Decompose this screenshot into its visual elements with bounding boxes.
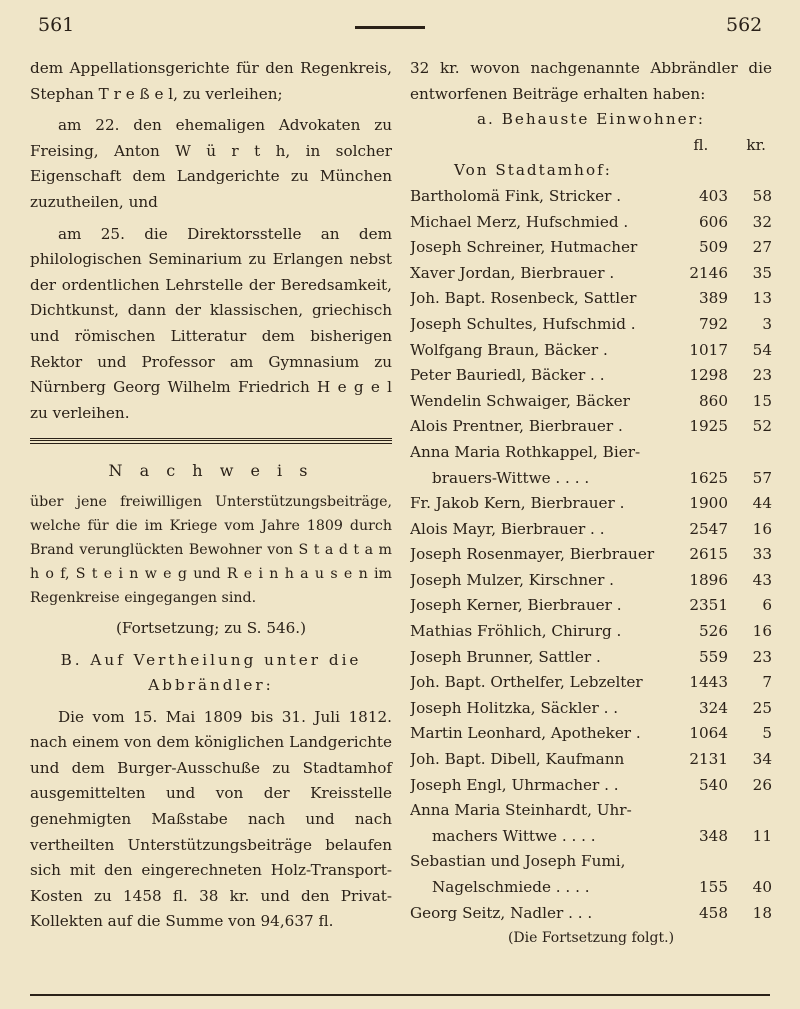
list-item [410, 849, 772, 875]
entry-florin: 559 [699, 647, 728, 666]
entry-florin: 509 [699, 238, 728, 257]
entry-name: Anna Maria Steinhardt, Uhr- [410, 801, 632, 820]
entry-kreuzer: 27 [752, 238, 772, 257]
entry-florin: 155 [699, 878, 728, 896]
section-b-heading: B. Auf Vertheilung unter die Abbrändler: [60, 650, 362, 695]
list-item [410, 875, 772, 901]
entry-name: Wendelin Schwaiger, Bäcker [410, 391, 630, 410]
page-number-right: 562 [726, 14, 763, 36]
list-item [410, 593, 772, 619]
entry-kreuzer: 16 [752, 519, 772, 538]
list-item [410, 363, 772, 389]
entry-name: Joseph Rosenmayer, Bierbrauer [410, 545, 655, 564]
entry-name: Martin Leonhard, Apotheker . [410, 724, 641, 743]
entry-florin: 1925 [689, 417, 728, 436]
entry-florin: 860 [699, 391, 728, 410]
entry-kreuzer: 57 [752, 468, 772, 487]
entry-name: Joh. Bapt. Orthelfer, Lebzelter [410, 673, 643, 692]
entry-kreuzer: 26 [752, 775, 772, 794]
entry-kreuzer: 7 [762, 673, 772, 692]
entry-kreuzer: 11 [752, 826, 772, 845]
entry-name: Joseph Schultes, Hufschmid . [410, 314, 636, 333]
entry-florin: 348 [699, 826, 728, 845]
entry-name: Bartholomä Fink, Stricker . [410, 186, 622, 205]
entry-kreuzer: 35 [752, 263, 772, 282]
currency-header [410, 133, 772, 159]
list-item [410, 645, 772, 671]
entry-florin: 324 [699, 698, 728, 717]
entry-name: Nagelschmiede . . . . [432, 878, 590, 896]
column-header-kr: kr. [746, 135, 766, 154]
list-item [410, 286, 772, 312]
entry-florin: 1896 [689, 570, 728, 589]
entry-florin: 458 [699, 903, 728, 922]
list-item [410, 798, 772, 824]
list-item [410, 338, 772, 364]
entry-name: Michael Merz, Hufschmied . [410, 212, 629, 231]
entry-florin: 792 [699, 314, 728, 333]
list-item [410, 466, 772, 492]
entry-kreuzer: 18 [752, 903, 772, 922]
intro-paragraph: 32 kr. wovon nachgenannte Abbrändler die entworfenen Beiträge erhalten haben: [410, 59, 772, 103]
list-item [410, 440, 772, 466]
entry-florin: 2351 [689, 596, 728, 615]
report-description: über jene freiwilligen Unterstützungsbeiträge, welche für die im Kriege vom Jahre 1809 durch Brand verunglückten Bewohner von S t a d t a m h o f, S t e i n w e g und R e i n h a u s e n im Regenkreise eingegangen sind. [30, 493, 392, 606]
entry-name: Alois Prentner, Bierbrauer . [410, 417, 623, 436]
entry-florin: 403 [699, 186, 728, 205]
entries-list [410, 184, 772, 926]
entry-name: Joseph Schreiner, Hutmacher [410, 238, 638, 257]
entry-kreuzer: 34 [752, 750, 772, 769]
entry-kreuzer: 5 [762, 724, 772, 743]
continuation-note: (Fortsetzung; zu S. 546.) [115, 618, 307, 637]
entry-name: Xaver Jordan, Bierbrauer . [410, 263, 615, 282]
entry-name: Sebastian und Joseph Fumi, [410, 852, 626, 871]
entry-kreuzer: 33 [752, 545, 772, 564]
entry-name: Wolfgang Braun, Bäcker . [410, 340, 608, 359]
entry-florin: 606 [699, 212, 728, 231]
appointment-paragraph-3: am 25. die Direktorsstelle an dem philologischen Seminarium zu Erlangen nebst der ordentlichen Lehrstelle der Beredsamkeit, Dichtkunst, dann der klassischen, griechisch und römischen Litteratur dem bisherigen Rektor und Professor am Gymnasium zu Nürnberg Georg Wilhelm Friedrich H e g e l zu verleihen. [30, 224, 392, 422]
list-item [410, 901, 772, 927]
list-item [410, 721, 772, 747]
left-column [30, 56, 392, 935]
entry-kreuzer: 3 [762, 314, 772, 333]
entry-kreuzer: 16 [752, 622, 772, 641]
entry-kreuzer: 52 [752, 417, 772, 436]
list-item [410, 542, 772, 568]
continuation-footnote: (Die Fortsetzung folgt.) [507, 930, 675, 947]
entry-florin: 1625 [689, 468, 728, 487]
list-item [410, 414, 772, 440]
entry-kreuzer: 32 [752, 212, 772, 231]
entry-florin: 2547 [689, 519, 728, 538]
list-item [410, 696, 772, 722]
entry-florin: 389 [699, 289, 728, 308]
entry-kreuzer: 6 [762, 596, 772, 615]
entry-name: Joseph Kerner, Bierbrauer . [410, 596, 622, 615]
right-column [410, 56, 772, 952]
report-heading: N a c h w e i s [108, 461, 314, 481]
entry-name: Joseph Brunner, Sattler . [410, 647, 601, 666]
entry-kreuzer: 13 [752, 289, 772, 308]
list-item [410, 389, 772, 415]
list-item [410, 747, 772, 773]
entry-name: Joh. Bapt. Dibell, Kaufmann [410, 750, 625, 769]
list-item [410, 491, 772, 517]
entry-name: Joseph Engl, Uhrmacher . . [410, 775, 619, 794]
entry-name: Joh. Bapt. Rosenbeck, Sattler [410, 289, 637, 308]
entry-name: brauers-Wittwe . . . . [432, 468, 590, 487]
header-rule [355, 26, 425, 29]
entry-name: Joseph Holitzka, Säckler . . [410, 698, 619, 717]
entry-kreuzer: 23 [752, 366, 772, 385]
list-item [410, 312, 772, 338]
appointment-paragraph-2: am 22. den ehemaligen Advokaten zu Freising, Anton W ü r t h, in solcher Eigenschaft dem Landgerichte zu München zuzutheilen, und [30, 116, 392, 211]
list-item [410, 619, 772, 645]
entry-florin: 1298 [689, 366, 728, 385]
entry-kreuzer: 40 [752, 878, 772, 896]
entry-kreuzer: 44 [752, 494, 772, 513]
list-item [410, 670, 772, 696]
page-number-left: 561 [38, 14, 75, 36]
list-item [410, 517, 772, 543]
entry-name: Joseph Mulzer, Kirschner . [410, 570, 614, 589]
distribution-paragraph: Die vom 15. Mai 1809 bis 31. Juli 1812. nach einem von dem königlichen Landgerichte und dem Burger-Ausschuße zu Stadtamhof ausgemittelten und von der Kreisstelle genehmigten Maßstabe nach und nach vertheilten Unterstützungsbeiträge belaufen sich mit den eingerechneten Holz-Transport-Kosten zu 1458 fl. 38 kr. und den Privat-Kollekten auf die Summe von 94,637 fl. [30, 707, 392, 931]
list-item [410, 261, 772, 287]
column-header-fl: fl. [693, 135, 709, 154]
entry-florin: 540 [699, 775, 728, 794]
entry-kreuzer: 25 [752, 698, 772, 717]
entry-florin: 2131 [689, 750, 728, 769]
list-item [410, 568, 772, 594]
entry-kreuzer: 23 [752, 647, 772, 666]
list-item [410, 824, 772, 850]
entry-name: Peter Bauriedl, Bäcker . . [410, 366, 605, 385]
section-stadtamhof: Von Stadtamhof: [454, 161, 612, 180]
list-item [410, 184, 772, 210]
entry-name: Alois Mayr, Bierbrauer . . [410, 519, 605, 538]
list-item [410, 210, 772, 236]
entry-florin: 1443 [689, 673, 728, 692]
entry-florin: 1900 [689, 494, 728, 513]
entry-name: Fr. Jakob Kern, Bierbrauer . [410, 494, 625, 513]
entry-florin: 2146 [689, 263, 728, 282]
entry-florin: 1064 [689, 724, 728, 743]
entry-name: Anna Maria Rothkappel, Bier- [410, 442, 641, 461]
entry-name: Georg Seitz, Nadler . . . [410, 903, 593, 922]
bottom-rule [30, 994, 770, 996]
entry-kreuzer: 54 [752, 340, 772, 359]
section-divider [30, 438, 392, 444]
entry-florin: 1017 [689, 340, 728, 359]
entry-name: machers Wittwe . . . . [432, 826, 596, 845]
list-item [410, 235, 772, 261]
appointment-paragraph-1: dem Appellationsgerichte für den Regenkreis, Stephan T r e ß e l, zu verleihen; [30, 59, 392, 103]
entry-florin: 2615 [689, 545, 728, 564]
list-item [410, 773, 772, 799]
entry-kreuzer: 43 [752, 570, 772, 589]
entry-name: Mathias Fröhlich, Chirurg . [410, 622, 622, 641]
entry-kreuzer: 58 [752, 186, 772, 205]
subheading-residents: a. Behauste Einwohner: [477, 110, 705, 129]
entry-florin: 526 [699, 622, 728, 641]
entry-kreuzer: 15 [752, 391, 772, 410]
